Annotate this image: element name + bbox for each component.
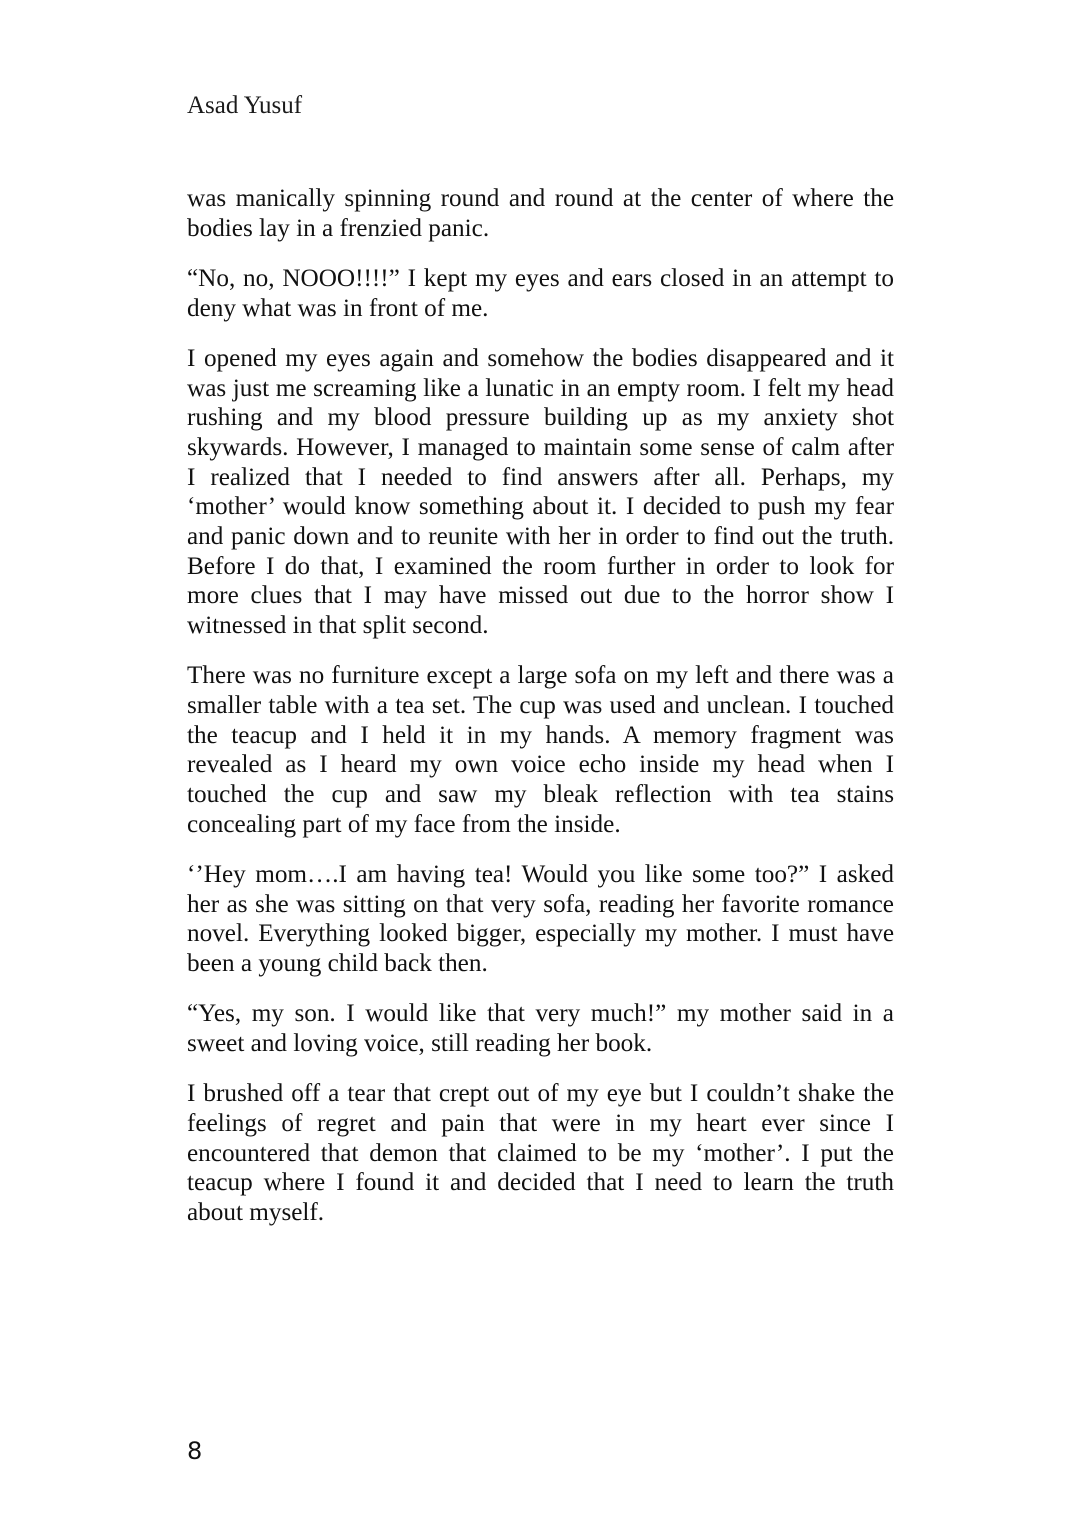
running-header-author: Asad Yusuf bbox=[187, 92, 303, 119]
paragraph: “Yes, my son. I would like that very much!” my mother said in a sweet and loving voice, still reading her book. bbox=[187, 1000, 894, 1058]
paragraph: ‘’Hey mom….I am having tea! Would you like some too?” I asked her as she was sitting on that very sofa, reading her favorite romance novel. Everything looked bigger, especially my mother. I must have been a young child back then. bbox=[187, 861, 894, 978]
paragraph: was manically spinning round and round at the center of where the bodies lay in a frenzied panic. bbox=[187, 185, 894, 242]
paragraph: I brushed off a tear that crept out of my eye but I couldn’t shake the feelings of regret and pain that were in my heart ever since I encountered that demon that claimed to be my ‘mother’. I put the teacup where I found it and decided that I need to learn the truth about myself. bbox=[187, 1080, 894, 1227]
paragraph: “No, no, NOOO!!!!” I kept my eyes and ears closed in an attempt to deny what was in front of me. bbox=[187, 264, 894, 322]
paragraph: There was no furniture except a large sofa on my left and there was a smaller table with a tea set. The cup was used and unclean. I touched the teacup and I held it in my hands. A memory fragment was revealed as I heard my own voice echo inside my head when I touched the cup and saw my bleak reflection with tea stains concealing part of my face from the inside. bbox=[187, 662, 894, 838]
paragraph: I opened my eyes again and somehow the bodies disappeared and it was just me screaming like a lunatic in an empty room. I felt my head rushing and my blood pressure building up as my anxiety shot skywards. However, I managed to maintain some sense of calm after I realized that I needed to find answers after all. Perhaps, my ‘mother’ would know something about it. I decided to push my fear and panic down and to reunite with her in order to find out the truth. Before I do that, I examined the room further in order to look for more clues that I may have missed out due to the horror show I witnessed in that split second. bbox=[187, 344, 894, 640]
body-text bbox=[187, 184, 894, 1248]
page-number: 8 bbox=[187, 1437, 203, 1465]
